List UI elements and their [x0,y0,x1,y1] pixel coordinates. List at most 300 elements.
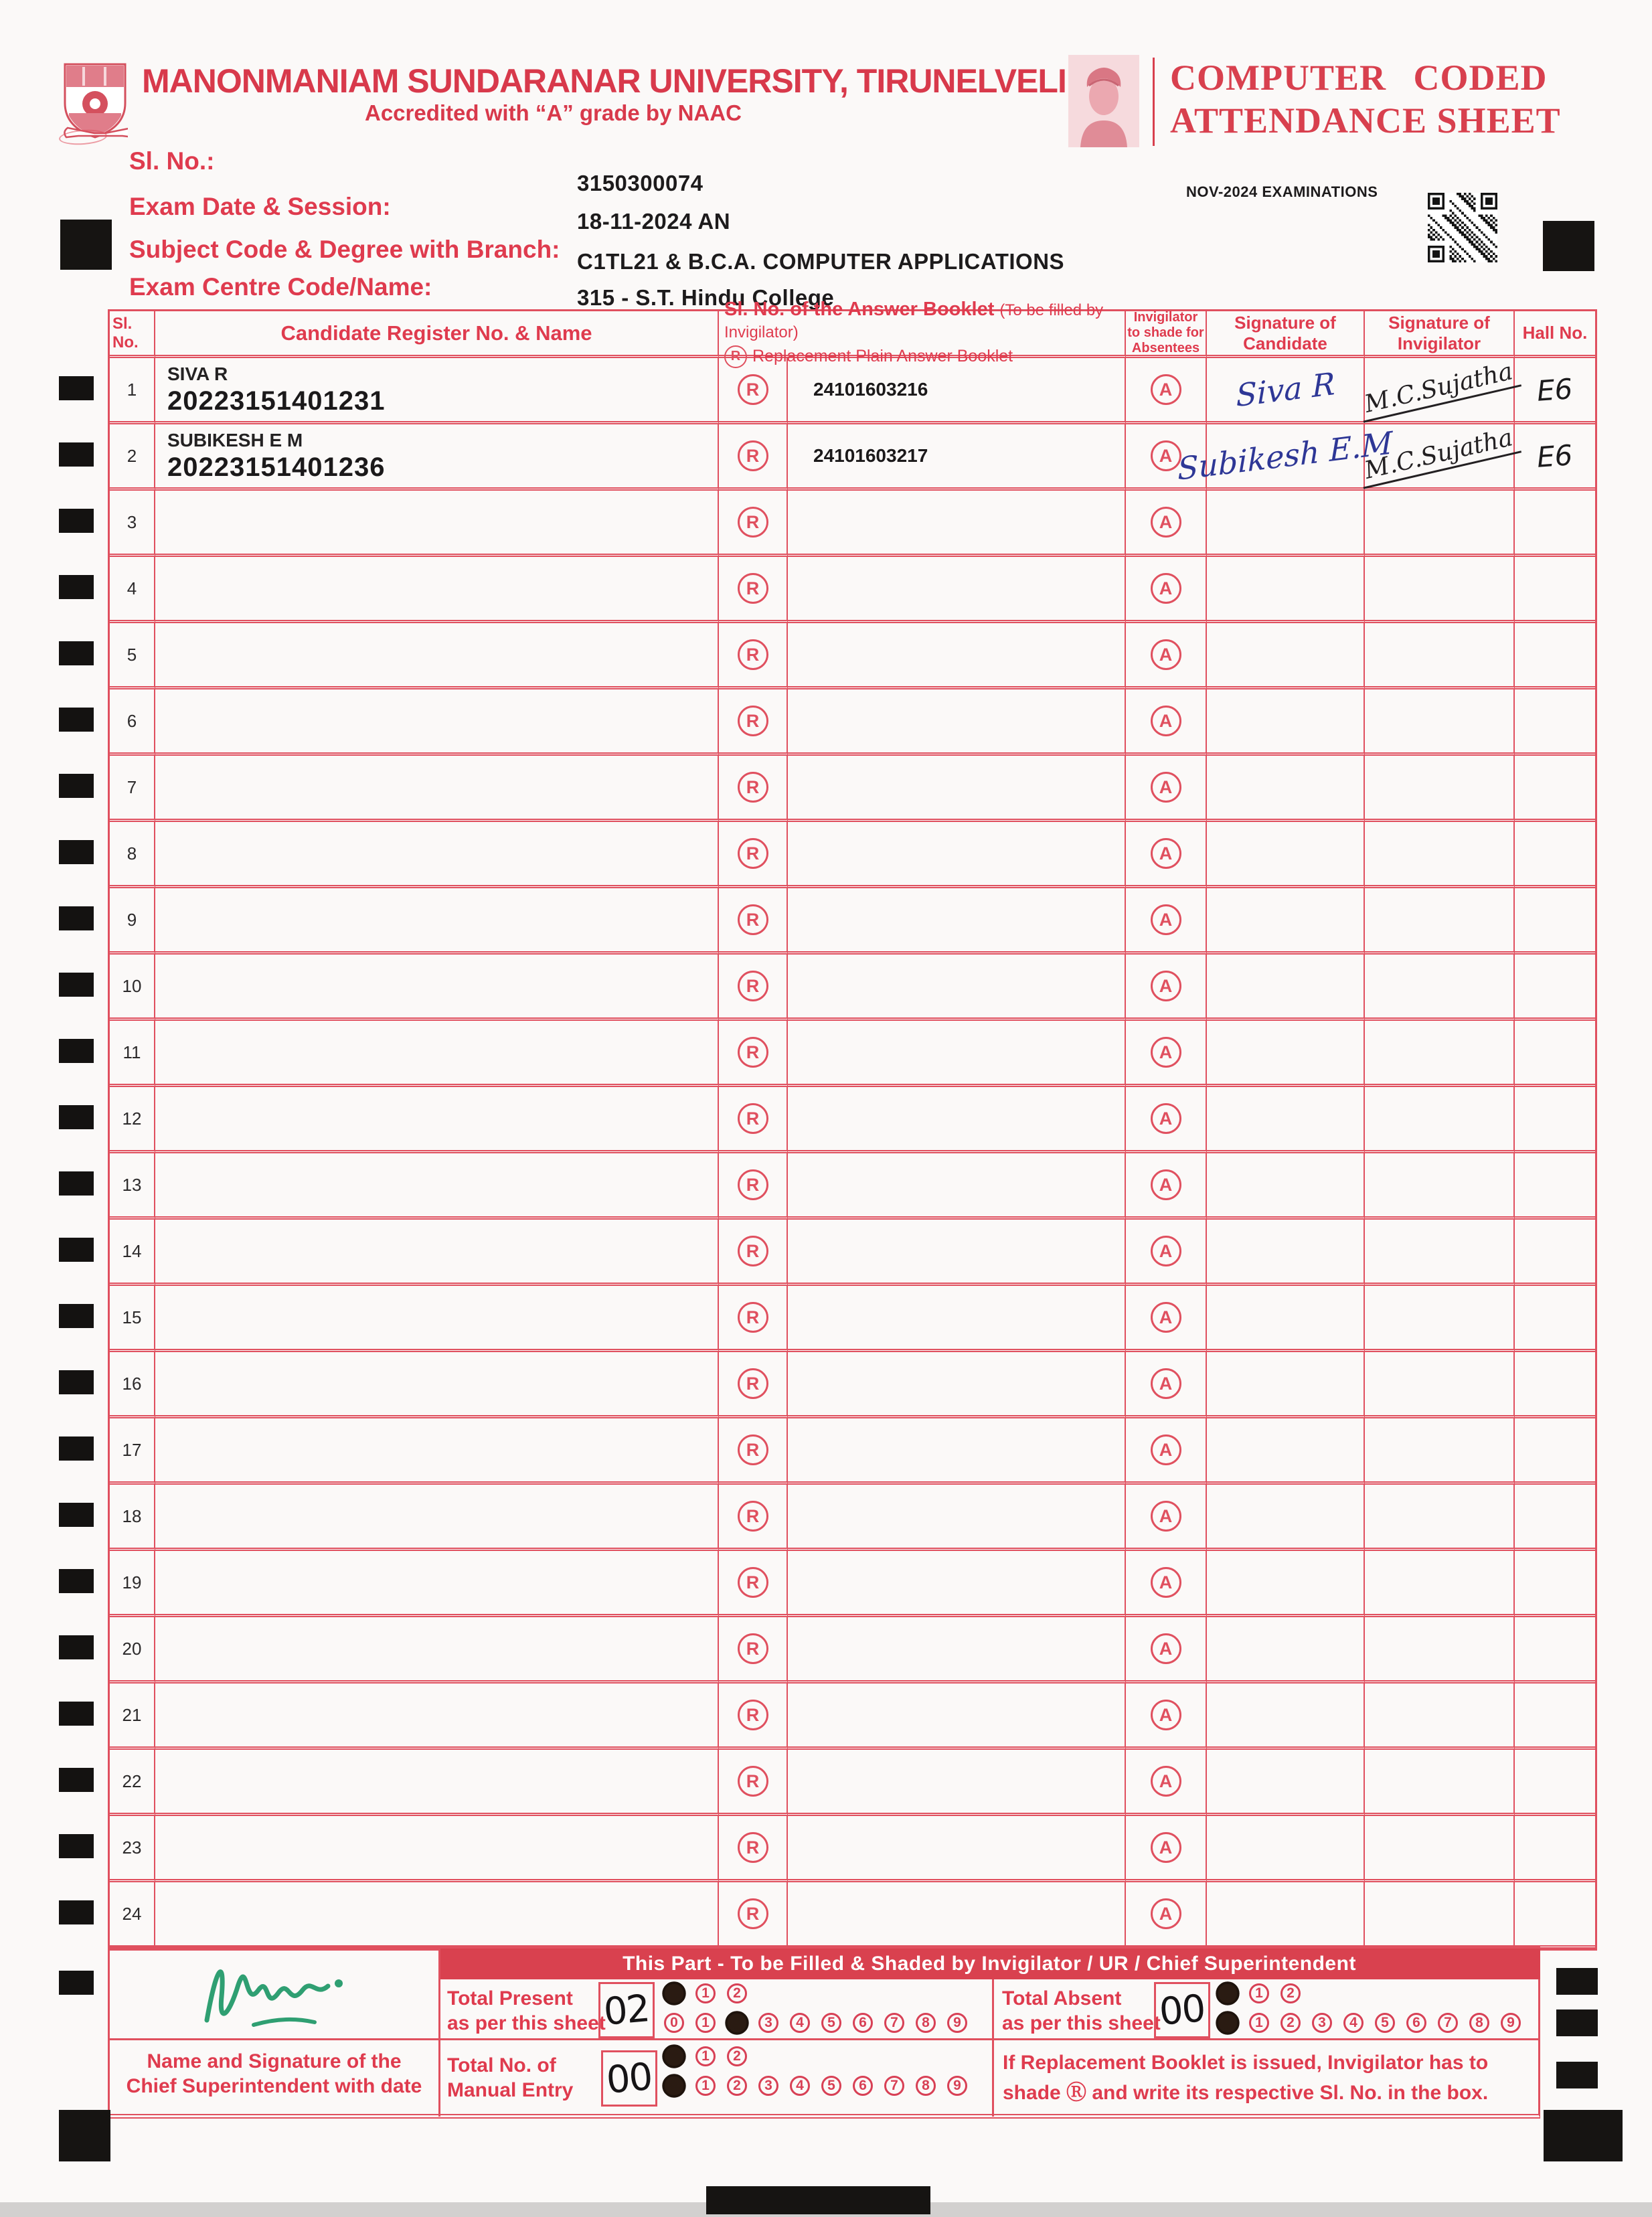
absent-shade-cell [1126,491,1207,557]
hall-no-cell [1515,1684,1595,1750]
col-header-booklet [719,298,1126,365]
col-header-candidate: Candidate Register No. & Name [155,311,719,358]
hall-no-value: E6 [1536,372,1574,408]
absent-shade-cell [1126,1816,1207,1882]
centre-label: Exam Centre Code/Name: [129,273,432,301]
row-sl-no: 19 [110,1551,155,1617]
timing-mark [59,575,94,599]
subject-label: Subject Code & Degree with Branch: [129,236,560,263]
manual-entry-label-1: Total No. of [447,2054,556,2076]
row-sl-no: 20 [110,1617,155,1684]
replacement-symbol-icon: R [738,639,768,670]
replacement-note [1003,2048,1488,2108]
chief-label-line1: Name and Signature of the [147,2050,402,2072]
bubble-9: 9 [947,2076,967,2096]
answer-booklet-no [788,1684,1126,1750]
candidate-signature-cell [1207,822,1365,888]
row-sl-no: 7 [110,756,155,822]
total-present-label-2: as per this sheet [447,2012,606,2034]
answer-booklet-no [788,623,1126,689]
invigilator-signature: M.C.Sujatha [1357,356,1521,422]
replacement-symbol-cell [719,1352,788,1418]
row-sl-no: 16 [110,1352,155,1418]
replacement-symbol-cell [719,888,788,955]
candidate-signature-cell [1207,1153,1365,1220]
bubble-5: 5 [1375,2013,1395,2033]
bubble-0-shaded [662,2044,685,2068]
manual-entry-units-bubbles [664,2076,967,2096]
invigilator-signature-cell [1365,1153,1515,1220]
replacement-symbol-icon: R [738,374,768,405]
row-sl-no: 1 [110,358,155,424]
manual-entry-tens-bubbles [664,2046,747,2066]
total-absent-value: 00 [1157,1986,1207,2034]
answer-booklet-no [788,1021,1126,1087]
answer-booklet-no [788,1352,1126,1418]
absent-shade-cell [1126,1220,1207,1286]
answer-booklet-no [788,756,1126,822]
timing-mark [59,906,94,930]
candidate-name: SUBIKESH E M [167,429,303,450]
bubble-2: 2 [1281,2013,1301,2033]
answer-booklet-no [788,888,1126,955]
answer-booklet-no [788,822,1126,888]
bubble-1: 1 [695,2013,716,2033]
replacement-symbol-icon: R [738,1501,768,1532]
col-header-invigilator-shade: Invigilator to shade for Absentees [1126,311,1207,358]
col-header-hall-no: Hall No. [1515,311,1595,358]
replacement-symbol-icon: R [738,1302,768,1333]
total-present-label-1: Total Present [447,1987,573,2009]
hall-no-cell [1515,955,1595,1021]
bubble-6: 6 [1406,2013,1426,2033]
bubble-4: 4 [790,2076,810,2096]
bubble-6: 6 [853,2076,873,2096]
hall-no-cell [1515,1087,1595,1153]
hall-no-cell [1515,1816,1595,1882]
total-present-box [598,1982,655,2038]
bubble-8: 8 [1469,2013,1489,2033]
candidate-signature-cell [1207,1485,1365,1551]
replacement-symbol-icon: R [738,507,768,538]
exam-session-label: NOV-2024 EXAMINATIONS [1186,183,1378,200]
timing-mark [59,1569,94,1593]
row-sl-no: 18 [110,1485,155,1551]
replacement-symbol-icon: R [738,1368,768,1399]
absent-shade-cell [1126,1352,1207,1418]
divider [110,2038,1538,2040]
replacement-note-line1: If Replacement Booklet is issued, Invigilator has to [1003,2052,1489,2074]
replacement-symbol-icon: R [738,1832,768,1863]
row-sl-no: 10 [110,955,155,1021]
invigilator-signature-cell [1365,689,1515,756]
invigilator-signature-cell [1365,1684,1515,1750]
timing-mark [59,1105,94,1129]
answer-booklet-no [788,1617,1126,1684]
replacement-symbol-cell [719,1418,788,1485]
booklet-header-paren: (To be filled by Invigilator) [724,301,1104,341]
absent-shade-cell [1126,1617,1207,1684]
candidate-cell [155,491,719,557]
absent-shade-cell [1126,1750,1207,1816]
sl-no-label: Sl. No.: [129,147,215,175]
absent-shade-cell [1126,689,1207,756]
absent-symbol-icon: A [1151,1832,1181,1863]
qr-code [1428,193,1497,262]
sl-no-value: 3150300074 [577,171,704,195]
hall-no-value: E6 [1536,438,1574,474]
invigilator-signature-cell [1365,955,1515,1021]
candidate-cell [155,1617,719,1684]
bubble-1: 1 [1249,2013,1269,2033]
absent-symbol-icon: A [1151,1368,1181,1399]
absent-symbol-icon: A [1151,1567,1181,1598]
candidate-signature-cell [1207,1551,1365,1617]
answer-booklet-no [788,1882,1126,1949]
invigilator-summary-box [108,1947,1540,2119]
total-present-units-bubbles [664,2013,967,2033]
answer-booklet-no [788,955,1126,1021]
timing-mark [59,708,94,732]
invigilator-signature-cell [1365,1021,1515,1087]
answer-booklet-no [788,1418,1126,1485]
timing-mark [59,1436,94,1461]
bubble-0-shaded [1216,1981,1239,2005]
hall-no-cell [1515,1021,1595,1087]
replacement-symbol-icon: R [738,1169,768,1200]
invigilator-signature-cell [1365,1750,1515,1816]
total-present-value: 02 [602,1986,651,2034]
replacement-symbol-icon: R [738,971,768,1001]
absent-symbol-icon: A [1151,1700,1181,1730]
hall-no-cell [1515,1352,1595,1418]
replacement-symbol-icon: R [738,573,768,604]
hall-no-cell [1515,1418,1595,1485]
absent-shade-cell [1126,888,1207,955]
absent-symbol-icon: A [1151,1236,1181,1266]
absent-symbol-icon: A [1151,1633,1181,1664]
bubble-0-shaded [662,1981,685,2005]
invigilator-signature-cell [1365,1418,1515,1485]
candidate-signature-cell [1207,955,1365,1021]
replacement-symbol-icon: R [738,904,768,935]
timing-mark [59,1238,94,1262]
candidate-cell [155,358,719,424]
total-absent-label-2: as per this sheet [1002,2012,1161,2034]
absent-symbol-icon: A [1151,1501,1181,1532]
bubble-2-shaded [725,2011,748,2034]
absent-symbol-icon: A [1151,1898,1181,1929]
bubble-9: 9 [1501,2013,1521,2033]
candidate-signature-cell [1207,1684,1365,1750]
invigilator-signature-cell [1365,623,1515,689]
invigilator-signature-cell [1365,1551,1515,1617]
invigilator-signature-cell [1365,756,1515,822]
replacement-symbol-cell [719,756,788,822]
replacement-symbol-cell [719,1220,788,1286]
replacement-symbol-cell [719,822,788,888]
divider [438,1949,440,2117]
absent-shade-cell [1126,1153,1207,1220]
invigilator-signature-cell [1365,1617,1515,1684]
candidate-cell [155,1352,719,1418]
candidate-cell [155,822,719,888]
absent-shade-cell [1126,1418,1207,1485]
invigilator-signature-cell [1361,357,1515,424]
manual-entry-label [447,2053,573,2103]
hall-no-cell [1515,888,1595,955]
row-sl-no: 13 [110,1153,155,1220]
absent-symbol-icon: A [1151,1103,1181,1134]
row-sl-no: 6 [110,689,155,756]
replacement-symbol-cell [719,358,788,424]
hall-no-cell [1515,822,1595,888]
absent-symbol-icon: A [1151,573,1181,604]
row-sl-no: 2 [110,424,155,491]
answer-booklet-no [788,1551,1126,1617]
replacement-symbol-cell [719,1485,788,1551]
divider [992,1979,994,2117]
candidate-signature-cell [1207,1617,1365,1684]
row-sl-no: 5 [110,623,155,689]
candidate-cell [155,1485,719,1551]
answer-booklet-no [788,689,1126,756]
registration-block [1543,221,1594,271]
university-name: MANONMANIAM SUNDARANAR UNIVERSITY, TIRUNELVELI [142,62,1066,100]
absent-symbol-icon: A [1151,838,1181,869]
replacement-symbol-icon: R [724,345,747,368]
invigilator-signature-cell [1365,1816,1515,1882]
replacement-symbol-icon: R [738,1567,768,1598]
candidate-cell [155,1684,719,1750]
timing-mark [59,1171,94,1196]
replacement-symbol-cell [719,1153,788,1220]
candidate-cell [155,1418,719,1485]
hall-no-cell [1515,424,1595,491]
candidate-cell [155,424,719,491]
candidate-cell [155,955,719,1021]
hall-no-cell [1515,557,1595,623]
absent-symbol-icon: A [1151,1169,1181,1200]
header-divider [1153,58,1155,146]
invigilator-signature-cell [1365,1485,1515,1551]
bubble-8: 8 [916,2076,936,2096]
row-sl-no: 24 [110,1882,155,1949]
timing-mark [59,1635,94,1659]
candidate-signature-cell [1207,491,1365,557]
bubble-5: 5 [821,2013,841,2033]
row-sl-no: 15 [110,1286,155,1352]
replacement-symbol-cell [719,424,788,491]
chief-label-line2: Chief Superintendent with date [126,2075,422,2097]
bubble-0-shaded [1216,2011,1239,2034]
candidate-cell [155,623,719,689]
manual-entry-box [601,2050,657,2107]
absent-symbol-icon: A [1151,1037,1181,1068]
replacement-symbol-cell [719,1684,788,1750]
absent-shade-cell [1126,557,1207,623]
replacement-symbol-icon: R [738,1766,768,1797]
answer-booklet-no [788,1087,1126,1153]
timing-mark [59,1971,94,1995]
absent-symbol-icon: A [1151,1766,1181,1797]
replacement-symbol-cell [719,1021,788,1087]
candidate-signature-cell [1207,1882,1365,1949]
timing-mark [59,1768,94,1792]
footer-banner: This Part - To be Filled & Shaded by Invigilator / UR / Chief Superintendent [438,1949,1540,1979]
invigilator-signature-cell [1365,888,1515,955]
replacement-symbol-icon: R [738,440,768,471]
absent-symbol-icon: A [1151,1302,1181,1333]
manual-entry-value: 00 [604,2054,654,2103]
replacement-symbol-icon: R [738,1633,768,1664]
answer-booklet-no: 24101603217 [788,424,1126,491]
absent-shade-cell [1126,1882,1207,1949]
answer-booklet-no [788,1816,1126,1882]
candidate-signature-cell [1207,557,1365,623]
exam-date-label: Exam Date & Session: [129,193,391,220]
bubble-2: 2 [1281,1983,1301,2003]
registration-block [60,220,112,270]
absent-shade-cell [1126,756,1207,822]
answer-booklet-no [788,1153,1126,1220]
invigilator-signature: M.C.Sujatha [1357,422,1521,489]
candidate-signature-cell [1207,888,1365,955]
bubble-2: 2 [727,2046,747,2066]
candidate-cell [155,756,719,822]
hall-no-cell [1515,1153,1595,1220]
total-absent-label [1002,1986,1161,2036]
bubble-3: 3 [1312,2013,1332,2033]
candidate-signature-cell [1207,1418,1365,1485]
registration-block [1556,1968,1598,1995]
candidate-signature-cell [1207,1352,1365,1418]
col-header-sig-candidate: Signature of Candidate [1207,311,1365,358]
answer-booklet-no [788,1286,1126,1352]
candidate-signature-cell [1207,358,1365,424]
hall-no-cell [1515,1485,1595,1551]
bottom-barcode-block [706,2186,930,2214]
invigilator-signature-cell [1365,557,1515,623]
bubble-7: 7 [1438,2013,1458,2033]
candidate-signature-cell [1207,623,1365,689]
replacement-symbol-cell [719,1286,788,1352]
sheet-title-line2: ATTENDANCE SHEET [1170,100,1561,141]
candidate-cell [155,1551,719,1617]
row-sl-no: 3 [110,491,155,557]
candidate-signature-cell [1207,1750,1365,1816]
invigilator-signature-cell [1365,1352,1515,1418]
absent-shade-cell [1126,822,1207,888]
candidate-cell [155,1087,719,1153]
registration-block [59,2110,110,2161]
invigilator-signature-cell [1365,822,1515,888]
total-absent-label-1: Total Absent [1002,1987,1122,2009]
bubble-9: 9 [947,2013,967,2033]
invigilator-signature-cell [1365,1882,1515,1949]
replacement-symbol-icon: R [738,1434,768,1465]
answer-booklet-no [788,491,1126,557]
candidate-signature: Subikesh E.M [1177,424,1394,487]
total-present-label [447,1986,606,2036]
absent-shade-cell [1126,358,1207,424]
absent-symbol-icon: A [1151,706,1181,736]
replacement-symbol-cell [719,1882,788,1949]
candidate-cell [155,557,719,623]
hall-no-cell [1515,358,1595,424]
bubble-5: 5 [821,2076,841,2096]
replacement-symbol-cell [719,1816,788,1882]
bubble-3: 3 [758,2076,778,2096]
candidate-cell [155,1153,719,1220]
replacement-symbol-cell [719,491,788,557]
replacement-symbol-cell [719,1551,788,1617]
invigilator-signature-cell [1365,1220,1515,1286]
registration-block [1556,2009,1598,2036]
candidate-cell [155,1882,719,1949]
attendance-table [108,298,1597,1951]
bubble-2: 2 [727,2076,747,2096]
exam-date-value: 18-11-2024 AN [577,209,731,234]
replacement-note-line2: shade Ⓡ and write its respective Sl. No. in the box. [1003,2082,1489,2104]
bubble-1: 1 [1249,1983,1269,2003]
booklet-header-sub: Replacement Plain Answer Booklet [752,347,1013,365]
candidate-signature-cell [1207,1087,1365,1153]
timing-mark [59,774,94,798]
replacement-symbol-cell [719,1750,788,1816]
timing-mark [59,1900,94,1924]
candidate-signature-cell [1207,1286,1365,1352]
absent-symbol-icon: A [1151,904,1181,935]
replacement-symbol-icon: R [738,772,768,803]
candidate-signature-cell [1207,1816,1365,1882]
bubble-1: 1 [695,1983,716,2003]
invigilator-signature-cell [1365,1286,1515,1352]
sheet-title-line1: COMPUTER CODED [1170,58,1548,98]
answer-booklet-no: 24101603216 [788,358,1126,424]
bubble-7: 7 [884,2076,904,2096]
bubble-7: 7 [884,2013,904,2033]
absent-symbol-icon: A [1151,971,1181,1001]
sheet-title [1170,56,1598,142]
row-sl-no: 21 [110,1684,155,1750]
replacement-symbol-icon: R [738,706,768,736]
answer-booklet-no [788,1485,1126,1551]
hall-no-cell [1515,1617,1595,1684]
bubble-4: 4 [1343,2013,1364,2033]
bubble-1: 1 [695,2046,716,2066]
registration-block [1544,2110,1623,2161]
absent-shade-cell [1126,623,1207,689]
candidate-cell [155,1021,719,1087]
hall-no-cell [1515,1551,1595,1617]
absent-symbol-icon: A [1151,440,1181,471]
total-absent-tens-bubbles [1218,1983,1301,2003]
absent-shade-cell [1126,1087,1207,1153]
replacement-symbol-cell [719,557,788,623]
timing-mark [59,442,94,467]
candidate-signature-cell [1207,1021,1365,1087]
hall-no-cell [1515,491,1595,557]
invigilator-signature-cell [1361,424,1515,491]
candidate-register-no: 20223151401231 [167,386,386,416]
row-sl-no: 4 [110,557,155,623]
row-sl-no: 22 [110,1750,155,1816]
chief-superintendent-signature [183,1950,404,2040]
replacement-symbol-icon: R [738,1700,768,1730]
row-sl-no: 14 [110,1220,155,1286]
total-absent-box [1154,1982,1210,2038]
